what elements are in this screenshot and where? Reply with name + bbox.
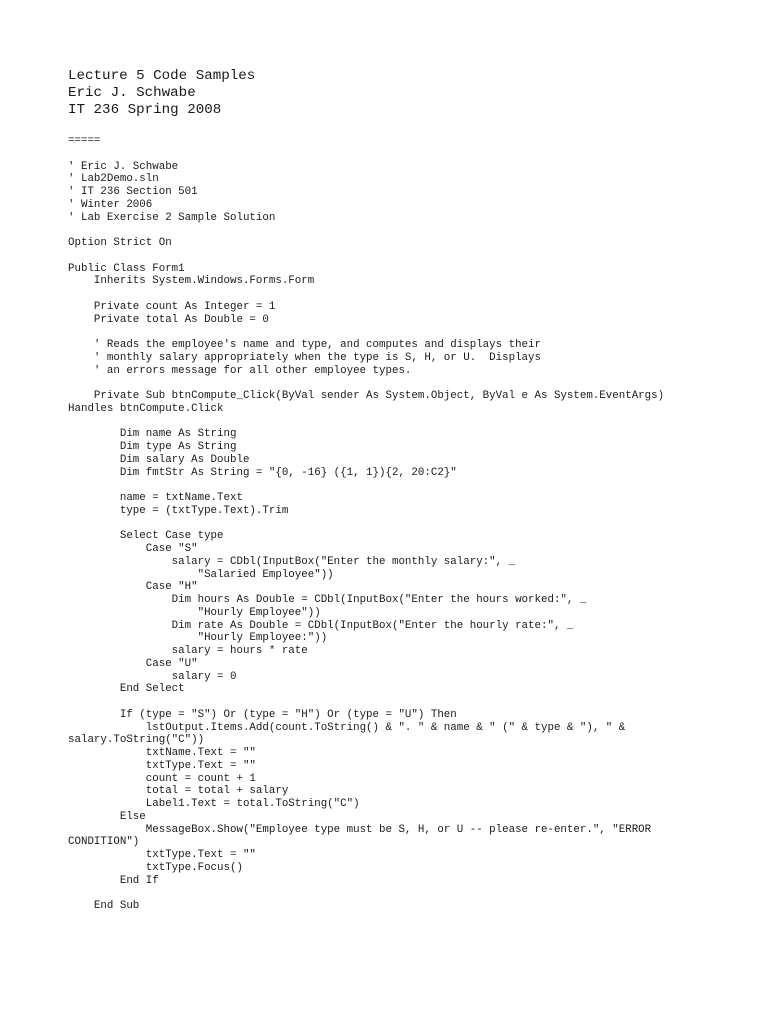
code-line: ' an errors message for all other employee types. — [68, 364, 412, 377]
code-line: End Sub — [68, 900, 140, 912]
header-line: IT 236 Spring 2008 — [68, 102, 222, 118]
code-line: Handles btnCompute.Click — [68, 402, 224, 415]
code-line: Private Sub btnCompute_Click(ByVal sender As System.Object, ByVal e As System.EventArgs) — [68, 390, 665, 402]
code-line: ===== — [68, 135, 101, 147]
code-line: type = (txtType.Text).Trim — [68, 504, 289, 517]
code-line: txtName.Text = "" — [68, 747, 256, 759]
code-line: ' Lab2Demo.sln — [68, 173, 159, 186]
code-line: salary.ToString("C")) — [68, 734, 205, 747]
code-line: Dim rate As Double = CDbl(InputBox("Enter the hourly rate:", _ — [68, 619, 574, 632]
code-line: ' IT 236 Section 501 — [68, 186, 198, 198]
code-line: Case "U" — [68, 657, 198, 670]
code-line: salary = hours * rate — [68, 645, 308, 657]
code-line: Select Case type — [68, 530, 224, 543]
code-line: total = total + salary — [68, 785, 289, 798]
code-line — [68, 377, 664, 390]
code-line: "Hourly Employee:")) — [68, 632, 328, 645]
code-line: MessageBox.Show("Employee type must be S, H, or U -- please re-enter.", "ERROR — [68, 823, 652, 836]
code-line — [68, 224, 664, 237]
code-line: ' Lab Exercise 2 Sample Solution — [68, 211, 276, 224]
code-line: ' monthly salary appropriately when the type is S, H, or U. Displays — [68, 351, 541, 364]
code-line: End If — [68, 874, 159, 887]
code-line — [68, 416, 664, 429]
code-line: Option Strict On — [68, 237, 172, 249]
code-line: End Select — [68, 683, 185, 696]
code-line — [68, 518, 664, 531]
code-line — [68, 887, 664, 900]
code-line: Dim fmtStr As String = "{0, -16} ({1, 1}){2, 20:C2}" — [68, 466, 457, 479]
code-line: txtType.Focus() — [68, 861, 243, 874]
code-line: Dim type As String — [68, 441, 237, 453]
code-listing — [68, 135, 664, 913]
code-line: Dim salary As Double — [68, 453, 250, 466]
code-line: Private count As Integer = 1 — [68, 300, 276, 313]
code-line: salary = 0 — [68, 670, 237, 683]
code-line: Public Class Form1 — [68, 262, 185, 275]
code-line: txtType.Text = "" — [68, 759, 256, 772]
document-header — [68, 68, 255, 119]
code-line: Else — [68, 810, 146, 823]
code-line — [68, 148, 664, 161]
code-line: Inherits System.Windows.Forms.Form — [68, 275, 315, 288]
code-line: Dim name As String — [68, 428, 237, 441]
code-line: Case "S" — [68, 543, 198, 555]
code-line: ' Reads the employee's name and type, and computes and displays their — [68, 339, 541, 351]
code-line: lstOutput.Items.Add(count.ToString() & ". " & name & " (" & type & "), " & — [68, 721, 626, 734]
header-line: Lecture 5 Code Samples — [68, 68, 256, 84]
code-line: salary = CDbl(InputBox("Enter the monthly salary:", _ — [68, 555, 516, 568]
code-line: Case "H" — [68, 581, 198, 594]
code-line: CONDITION") — [68, 836, 140, 849]
header-line: Eric J. Schwabe — [68, 85, 196, 101]
code-line: txtType.Text = "" — [68, 849, 256, 861]
code-line: "Salaried Employee")) — [68, 568, 334, 581]
code-line: count = count + 1 — [68, 772, 256, 785]
code-line — [68, 288, 664, 301]
code-line — [68, 250, 664, 263]
code-line — [68, 696, 664, 709]
code-line: Label1.Text = total.ToString("C") — [68, 798, 360, 810]
code-line — [68, 479, 664, 492]
code-line: name = txtName.Text — [68, 492, 243, 504]
code-line: ' Eric J. Schwabe — [68, 160, 179, 173]
code-line: ' Winter 2006 — [68, 198, 153, 211]
code-line: Dim hours As Double = CDbl(InputBox("Enter the hours worked:", _ — [68, 594, 587, 606]
code-line — [68, 326, 664, 339]
code-line: Private total As Double = 0 — [68, 313, 269, 326]
code-line: "Hourly Employee")) — [68, 606, 321, 619]
code-line: If (type = "S") Or (type = "H") Or (type = "U") Then — [68, 708, 457, 721]
